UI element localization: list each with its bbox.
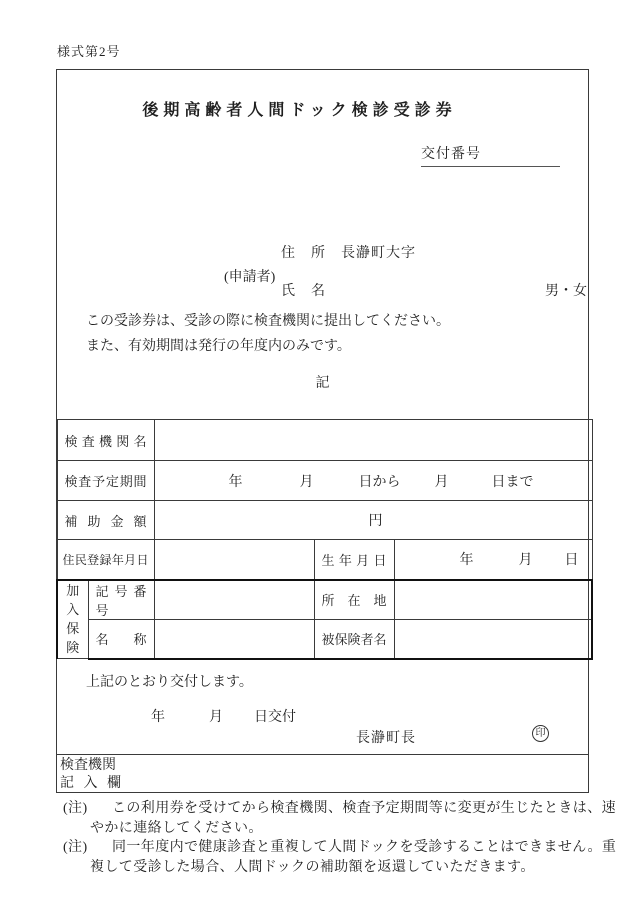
agency-entry-line-1: 検査機関: [60, 758, 116, 773]
birth-month-label: 月: [518, 553, 533, 569]
note-2-line-1: 同一年度内で健康診査と重複して人間ドックを受診することはできません。重: [112, 840, 617, 855]
voucher-box: [56, 69, 589, 793]
table-row-agency: [57, 420, 592, 461]
seal-icon: 印: [532, 725, 549, 742]
birthdate-value-cell: [394, 540, 592, 580]
table-row-subsidy: [57, 501, 592, 540]
gender-options: 男・女: [545, 284, 587, 299]
location-label-cell: 所在地: [314, 580, 394, 620]
agency-entry-section: [57, 754, 588, 792]
location-value-cell: [394, 580, 592, 620]
applicant-address: 住 所 長瀞町大字: [281, 246, 416, 261]
table-row-period: [57, 461, 592, 501]
issuance-statement: 上記のとおり交付します。: [86, 675, 253, 690]
note-1-line-1: この利用券を受けてから検査機関、検査予定期間等に変更が生じたときは、速: [112, 801, 616, 816]
agency-value-cell: [154, 420, 592, 461]
applicant-label: (申請者): [224, 270, 276, 285]
period-year-label: 年: [228, 474, 243, 490]
agency-label-cell: 検査機関名: [57, 420, 154, 461]
note-1-line-2: やかに連絡してください。: [90, 821, 263, 836]
period-day-from-label: 日から: [358, 474, 401, 490]
birth-year-label: 年: [459, 553, 474, 569]
resident-reg-value-cell: [154, 540, 314, 580]
insurer-name-label-cell: 名称: [88, 620, 154, 659]
yen-unit-label: 円: [368, 514, 383, 529]
table-row-insurance-2: [57, 620, 592, 659]
insurance-group-label-cell: 加入保険: [57, 580, 88, 659]
period-day-to-label: 日まで: [491, 474, 534, 490]
birth-day-label: 日: [564, 553, 579, 569]
form-title: 後期高齢者人間ドック検診受診券: [142, 102, 457, 119]
applicant-name-label: 氏 名: [281, 284, 326, 299]
resident-reg-label-cell: 住民登録年月日: [57, 540, 154, 580]
agency-entry-line-2: 記 入 欄: [60, 776, 124, 791]
voucher-table: [56, 419, 593, 660]
subsidy-value-cell: [154, 501, 592, 540]
instruction-line-2: また、有効期間は発行の年度内のみです。: [86, 339, 351, 354]
period-label-cell: 検査予定期間: [57, 461, 154, 501]
birthdate-label-cell: 生年月日: [314, 540, 394, 580]
insured-name-label-cell: 被保険者名: [314, 620, 394, 659]
insured-name-value-cell: [394, 620, 592, 659]
note-2-marker: (注): [63, 840, 88, 855]
period-value-cell: [154, 461, 592, 501]
instruction-line-1: この受診券は、受診の際に検査機関に提出してください。: [86, 314, 450, 329]
issue-number-label: 交付番号: [421, 147, 481, 162]
issue-date-day-label: 日交付: [254, 710, 296, 725]
symbol-number-value-cell: [154, 580, 314, 620]
period-month1-label: 月: [299, 474, 314, 490]
period-month2-label: 月: [434, 474, 449, 490]
note-1-marker: (注): [63, 801, 88, 816]
note-2-line-2: 複して受診した場合、人間ドックの補助額を返還していただきます。: [90, 860, 535, 875]
symbol-number-label-cell: 記号番号: [88, 580, 154, 620]
record-marker: 記: [315, 376, 330, 391]
subsidy-label-cell: 補助金額: [57, 501, 154, 540]
issue-date-year-label: 年: [151, 710, 165, 725]
insurer-name-value-cell: [154, 620, 314, 659]
issue-number-field: [421, 143, 560, 167]
table-row-dates: [57, 540, 592, 580]
form-number: 様式第2号: [57, 44, 121, 59]
issuer-title: 長瀞町長: [356, 731, 416, 746]
issue-date-month-label: 月: [209, 710, 223, 725]
table-row-insurance-1: [57, 580, 592, 620]
